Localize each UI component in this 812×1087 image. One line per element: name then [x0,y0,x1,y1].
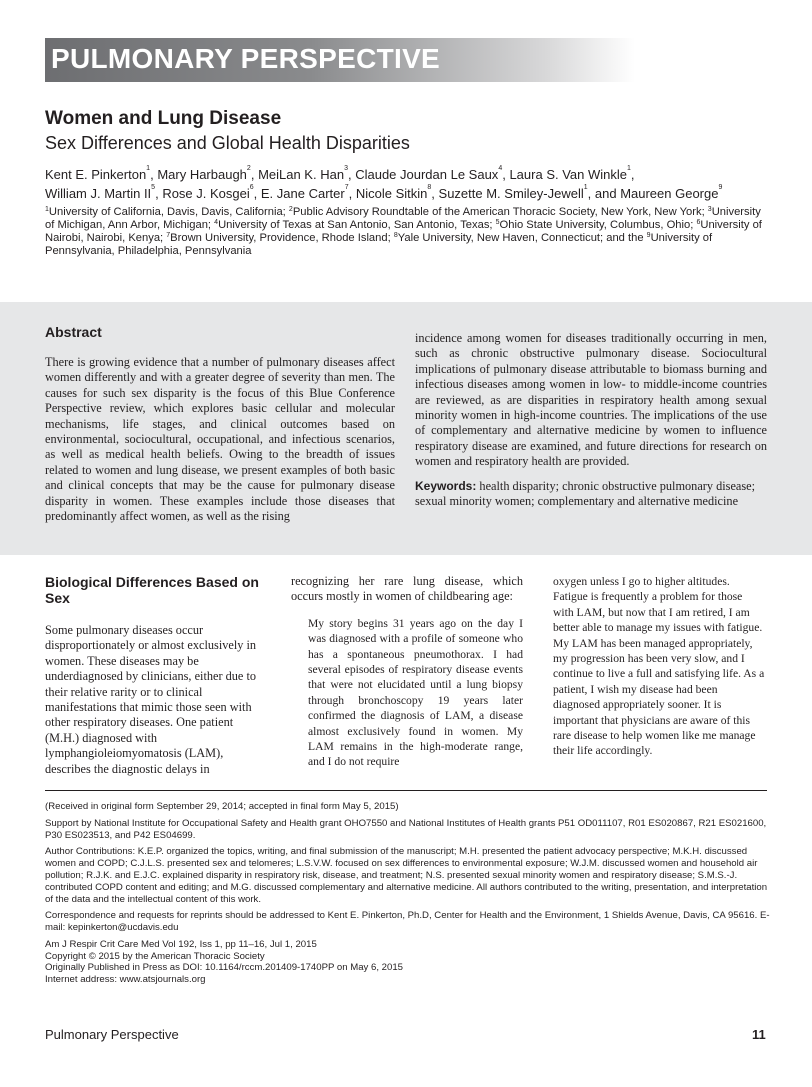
author-name: Rose J. Kosgei [162,186,250,201]
author-name: William J. Martin II [45,186,152,201]
affiliation-marker: 5 [495,219,500,226]
affiliation: University of Nairobi, Nairobi, Kenya; [45,219,762,244]
affiliation: Ohio State University, Columbus, Ohio; [499,219,697,231]
author-name: Mary Harbaugh [157,167,247,182]
patient-quote: My story begins 31 years ago on the day I was diagnosed with a profile of someone who has a spontaneous pneumothorax. I had several episodes of respiratory disease events that were not elucidated until a lung biopsy through bronchoscopy 19 years later confirmed the diagnosis of LAM, a disease almost exclusively found in women. My LAM remains in the high-moderate range, and I do not require [308,616,523,769]
affiliation-marker: 7 [166,232,171,239]
banner-text: PULMONARY PERSPECTIVE [51,43,441,74]
citation: Am J Respir Crit Care Med Vol 192, Iss 1, pp 11–16, Jul 1, 2015 [45,938,317,950]
affiliation: Brown University, Providence, Rhode Island; [170,232,394,244]
author-affiliation-marker: 3 [344,165,348,172]
body-column-1: Some pulmonary diseases occur disproportionately or almost exclusively in women. These diseases may be underdiagnosed by clinicians, either due to their relative rarity or to clinical manifestations that mimic those seen with other respiratory diseases. One patient (M.H.) diagnosed with lymphangioleiomyomatosis (LAM), describes the diagnostic delays in [45,623,257,776]
footer-section-name: Pulmonary Perspective [45,1027,179,1042]
author-affiliation-marker: 1 [146,165,151,172]
author-name: Maureen George [620,186,719,201]
affiliation-marker: 1 [45,206,49,213]
keywords-text: health disparity; chronic obstructive pulmonary disease; sexual minority women; complementary and alternative medicine [415,478,756,509]
body-text: recognizing her rare lung disease, which occurs mostly in women of childbearing age: [291,574,523,604]
author-affiliation-marker: 7 [344,184,349,191]
author-affiliation-marker: 6 [249,184,254,191]
author-name: Kent E. Pinkerton [45,167,147,182]
abstract-right-column [415,331,767,509]
abstract-text-right: incidence among women for diseases traditionally occurring in men, such as chronic obstructive pulmonary disease. Sociocultural implications of pulmonary disease attributable to biomass burning and infectious diseases among women in low- to middle-income countries are reviewed, as are disparities in respiratory health among sexual minority women in high-income countries. The implications of the use of complementary and alternative medicine by women to influence respiratory disease are examined, and future directions for research on women and respiratory health are provided. [415,331,767,469]
author-name: Laura S. Van Winkle [509,167,627,182]
author-name: Suzette M. Smiley-Jewell [438,186,584,201]
doi-note: Originally Published in Press as DOI: 10.1164/rccm.201409-1740PP on May 6, 2015 [45,962,404,974]
internet-address: Internet address: www.atsjournals.org [45,973,206,985]
affiliation-marker: 2 [288,206,293,213]
affiliation: University of Texas at San Antonio, San Antonio, Texas; [218,219,496,231]
affiliations [45,206,765,258]
abstract-heading: Abstract [45,324,102,340]
affiliation-marker: 4 [214,219,219,226]
affiliation-marker: 3 [707,206,712,213]
page-number: 11 [752,1027,766,1042]
author-affiliation-marker: 5 [151,184,156,191]
author-affiliation-marker: 2 [246,165,251,172]
publication-info [45,939,770,985]
support-note: Support by National Institute for Occupational Safety and Health grant OHO7550 and National Institutes of Health grants P51 OD011107, R01 ES020867, R21 ES021600, P30 ES023513, and P42 ES04699. [45,817,767,841]
received-note: (Received in original form September 29, 2014; accepted in final form May 5, 2015) [45,801,399,812]
affiliation-marker: 9 [646,232,651,239]
article-title: Women and Lung Disease [45,108,282,129]
correspondence-note: Correspondence and requests for reprints should be addressed to Kent E. Pinkerton, Ph.D, Center for Health and the Environment, 1 Shields Avenue, Davis, CA 95616. E-mail: kepinkerton@ucdavis.edu [45,910,770,934]
author-name: Claude Jourdan Le Saux [355,167,499,182]
section-heading: Biological Differences Based on Sex [45,574,259,606]
author-affiliation-marker: 4 [498,165,503,172]
article-subtitle: Sex Differences and Global Health Disparities [45,133,410,153]
affiliation: University of Pennsylvania, Philadelphia, Pennsylvania [45,232,713,257]
section-banner [45,38,635,82]
author-affiliation-marker: 9 [718,184,723,191]
author-affiliation-marker: 1 [627,165,631,172]
affiliation: Public Advisory Roundtable of the American Thoracic Society, New York, New York; [292,206,708,218]
abstract-text-left: There is growing evidence that a number of pulmonary diseases affect women differently and with a greater degree of severity than men. The causes for such sex disparity is the focus of this Blue Conference Perspective review, which explores basic cellular and molecular mechanisms, life stages, and clinical outcomes based on environmental, sociocultural, occupational, and infectious scenarios, as well as medical health beliefs. Owing to the breadth of issues related to women and lung disease, we present examples of both basic and clinical concepts that may be the cause for pulmonary disease disparity in women. These examples include those diseases that predominantly affect women, as well as the rising [45,355,395,524]
affiliation: University of California, Davis, Davis, California; [48,206,289,218]
author-name: E. Jane Carter [260,186,345,201]
divider [45,790,767,791]
contributions-note: Author Contributions: K.E.P. organized the topics, writing, and final submission of the manuscript; M.H. presented the patient advocacy perspective; M.K.H. discussed women and COPD; C.J.L.S. presented sex and telomeres; L.S.V.W. focused on sex differences to environmental exposure; W.J.M. discussed women and household air pollution; R.J.K. and E.J.C. explained disparity in respiratory risk, disease, and treatment; N.S. presented sexual minority women and respiratory disease; S.M.S.-J. contributed COPD content and editing; and M.G. discussed complementary and alternative medicine. All authors contributed to the writing, presentation, and interpretation of the data and the intellectual content of this work. [45,846,768,905]
body-column-2 [291,574,523,770]
keywords [415,479,767,510]
body-column-3: oxygen unless I go to higher altitudes. Fatigue is frequently a problem for those with LAM, but now that I am retired, I am better able to manage my issues with fatigue. My LAM has been managed appropriately, my progression has been very slow, and I continue to live a full and satisfying life. As a patient, I wish my disease had been diagnosed appropriately sooner. It is important that physicians are aware of this rare disease to help women like me manage their life accordingly. [553,575,765,758]
author-list: Kent E. Pinkerton$^1$, Mary Harbaugh$^2$, MeiLan K. Han$^3$, Claude Jourdan Le Saux$^4$, Laura S. Van Winkle$^1$, William J. Martin $II^5$, Rose J. Kosgei$^6$, E. Jane Carter$^7$, Nicole Sitkin$^8$, Suzette M. Smiley-Jewell$^1$, and Maureen George$^9$ [45,165,723,201]
affiliation-marker: 6 [696,219,701,226]
author-name: Nicole Sitkin [355,186,428,201]
affiliation-marker: 8 [393,232,398,239]
affiliation: University of Michigan, Ann Arbor, Michigan; [45,206,761,231]
keywords-label: Keywords: [415,478,477,493]
copyright: Copyright © 2015 by the American Thoracic Society [45,950,265,962]
author-affiliation-marker: 1 [583,184,588,191]
author-affiliation-marker: 8 [427,184,432,191]
article-notes [45,801,770,985]
affiliation: Yale University, New Haven, Connecticut; and the [397,232,647,244]
author-name: MeiLan K. Han [258,167,345,182]
